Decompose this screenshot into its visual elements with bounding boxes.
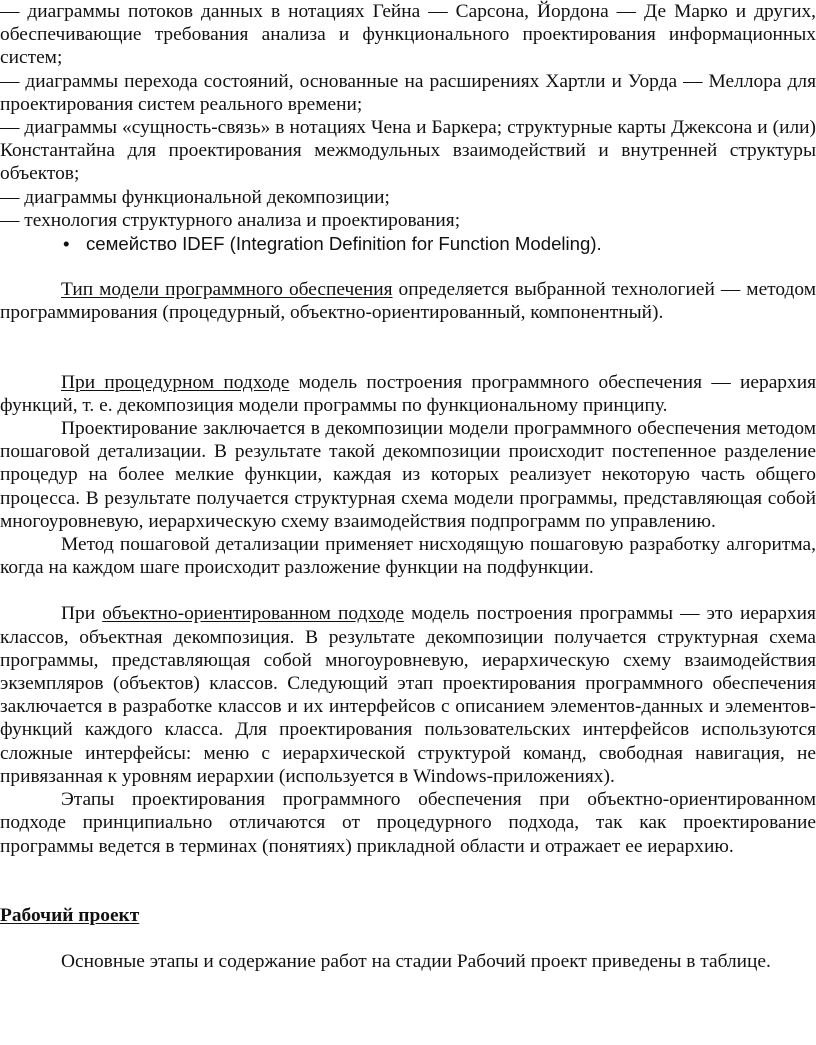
- spacer: [0, 255, 816, 278]
- paragraph-model-type-text: определяется выбранной технологией — методом программирования (процедурный, объектно-ориентированный, компонентный).: [0, 279, 816, 324]
- section-heading: [0, 904, 816, 927]
- dash-item-dfd: — диаграммы потоков данных в нотациях Гейна — Сарсона, Йордона — Де Марко и других, обеспечивающие требования анализа и функционального проектирования информационных систем;: [0, 1, 816, 69]
- paragraph-oo: [0, 602, 816, 788]
- bullet-dot-icon: •: [63, 233, 70, 255]
- paragraph-oo-before: При: [61, 603, 103, 625]
- dash-item-er-diagrams: — диаграммы «сущность-связь» в нотациях Чена и Баркера; структурные карты Джексона и (или) Константайна для проектирования межмодульных взаимодействий и внутренней структуры объектов;: [0, 117, 816, 185]
- spacer: [0, 927, 816, 950]
- paragraph-stepwise: Метод пошаговой детализации применяет нисходящую пошаговую разработку алгоритма, когда на каждом шаге происходит разложение функции на подфункции.: [0, 534, 816, 579]
- bullet-item-text: семейство IDEF (Integration Definition for Function Modeling).: [86, 233, 602, 255]
- dash-item-functional-decomposition: — диаграммы функциональной декомпозиции;: [0, 186, 390, 208]
- paragraph-procedural: [0, 371, 816, 417]
- spacer: [0, 858, 816, 904]
- dash-item-structured-analysis: — технология структурного анализа и проектирования;: [0, 209, 461, 231]
- paragraph-design-decomposition: Проектирование заключается в декомпозиции модели программного обеспечения методом пошаговой детализации. В результате такой декомпозиции происходит постепенное разделение процедур на более мелкие функции, каждая из которых реализует некоторую часть общего процесса. В результате получается структурная схема модели программы, представляющая собой многоуровневую, иерархическую схему взаимодействия подпрограмм по управлению.: [0, 418, 816, 532]
- dash-item-state-diagrams: — диаграммы перехода состояний, основанные на расширениях Хартли и Уорда — Меллора для проектирования систем реального времени;: [0, 70, 816, 115]
- term-procedural-approach: При процедурном подходе: [61, 371, 290, 393]
- paragraph-oo-stages: Этапы проектирования программного обеспечения при объектно-ориентированном подходе принципиально отличаются от процедурного подхода, так как проектирование программы ведется в терминах (понятиях) прикладной области и отражает ее иерархию.: [0, 789, 816, 857]
- paragraph-model-type: [0, 278, 816, 324]
- term-model-type: Тип модели программного обеспечения: [61, 279, 393, 301]
- spacer: [0, 579, 816, 602]
- bullet-item-idef: [0, 232, 816, 255]
- term-oo-approach: объектно-ориентированном подходе: [102, 603, 404, 625]
- paragraph-oo-text: модель построения программы — это иерархия классов, объектная декомпозиция. В результате декомпозиции получается структурная схема программы, представляющая собой многоуровневую, иерархическую схему взаимодействия экземпляров (объектов) классов. Следующий этап проектирования программного обеспечения заключается в разработке классов и их интерфейсов с описанием элементов-данных и элементов-функций каждого класса. Для проектирования пользовательских интерфейсов используются сложные интерфейсы: меню с иерархической структурой команд, свободная навигация, не привязанная к уровням иерархии (используется в Windows-приложениях).: [0, 603, 816, 787]
- paragraph-final: Основные этапы и содержание работ на стадии Рабочий проект приведены в таблице.: [61, 950, 771, 972]
- bullet-list: [0, 232, 816, 255]
- heading-working-project: Рабочий проект: [0, 904, 140, 926]
- paragraph-procedural-text: модель построения программного обеспечения — иерархия функций, т. е. декомпозиция модели программы по функциональному принципу.: [0, 371, 816, 416]
- spacer: [0, 325, 816, 371]
